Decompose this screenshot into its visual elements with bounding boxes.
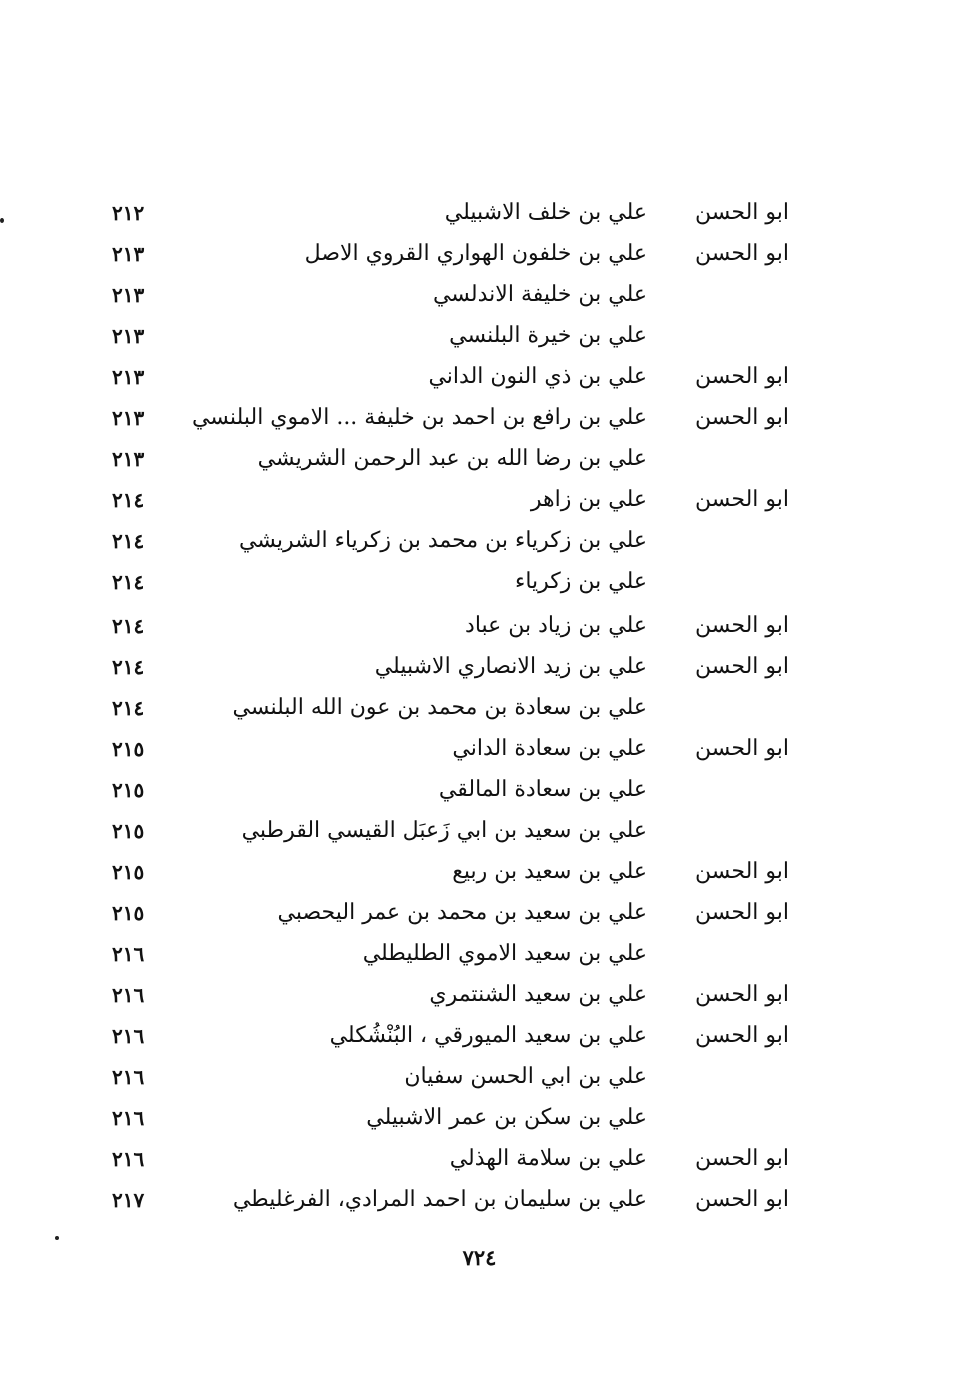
index-entry: [0, 1016, 959, 1056]
entry-name: علي بن خلفون الهواري القروي الاصل: [304, 241, 647, 266]
entry-page-number: ٢١٦: [112, 983, 145, 1007]
entry-page-number: ٢١٥: [112, 819, 145, 843]
entry-page-number: ٢١٥: [112, 778, 145, 802]
entry-page-number: ٢١٦: [112, 1065, 145, 1089]
entry-kunya: ابو الحسن: [695, 405, 789, 430]
entry-page-number: ٢١٦: [112, 1024, 145, 1048]
entry-page-number: ٢١٦: [112, 942, 145, 966]
entry-page-number: ٢١٤: [112, 529, 145, 553]
entry-page-number: ٢١٣: [112, 447, 145, 471]
entry-page-number: ٢١٤: [112, 570, 145, 594]
index-entry: [0, 606, 959, 646]
entry-kunya: ابو الحسن: [695, 982, 789, 1007]
entry-name: علي بن زياد بن عباد: [465, 613, 647, 638]
entry-page-number: ٢١٥: [112, 901, 145, 925]
entry-kunya: ابو الحسن: [695, 200, 789, 225]
entry-name: علي بن خيرة البلنسي: [449, 323, 647, 348]
entry-page-number: ٢١٥: [112, 737, 145, 761]
entry-name: علي بن رافع بن احمد بن خليفة ... الاموي البلنسي: [191, 405, 647, 430]
index-entry: [0, 521, 959, 561]
index-entry: [0, 811, 959, 851]
entry-name: علي بن ذي النون الداني: [428, 364, 647, 389]
entry-kunya: ابو الحسن: [695, 859, 789, 884]
entry-name: علي بن زاهر: [530, 487, 647, 512]
entry-page-number: ٢١٣: [112, 283, 145, 307]
index-entry: [0, 852, 959, 892]
entry-kunya: ابو الحسن: [695, 900, 789, 925]
entry-name: علي بن سعادة الداني: [452, 736, 647, 761]
index-entry: [0, 193, 959, 233]
index-entry: [0, 357, 959, 397]
index-entry: [0, 275, 959, 315]
entry-page-number: ٢١٦: [112, 1147, 145, 1171]
scan-mark: [0, 218, 4, 223]
index-entry: [0, 1098, 959, 1138]
index-entry: [0, 1057, 959, 1097]
index-entry: [0, 398, 959, 438]
entry-page-number: ٢١٤: [112, 488, 145, 512]
index-entry: [0, 688, 959, 728]
entry-page-number: ٢١٤: [112, 696, 145, 720]
entry-name: علي بن زكرياء بن محمد بن زكرياء الشريشي: [238, 528, 647, 553]
entry-name: علي بن ابي الحسن سفيان: [404, 1064, 647, 1089]
entry-name: علي بن خليفة الاندلسي: [432, 282, 647, 307]
entry-name: علي بن سعيد بن ابي زَعبَل القيسي القرطبي: [241, 818, 647, 843]
index-entry: [0, 934, 959, 974]
entry-kunya: ابو الحسن: [695, 1146, 789, 1171]
entry-page-number: ٢١٣: [112, 324, 145, 348]
entry-name: علي بن سلامة الهذلي: [449, 1146, 647, 1171]
entry-kunya: ابو الحسن: [695, 487, 789, 512]
entry-name: علي بن سليمان بن احمد المرادي، الفرغليطي: [232, 1187, 647, 1212]
page-number: ٧٢٤: [462, 1245, 497, 1270]
entry-kunya: ابو الحسن: [695, 364, 789, 389]
entry-name: علي بن زكرياء: [514, 569, 647, 594]
entry-page-number: ٢١٣: [112, 365, 145, 389]
index-entry: [0, 480, 959, 520]
entry-kunya: ابو الحسن: [695, 736, 789, 761]
entry-name: علي بن رضا الله بن عبد الرحمن الشريشي: [257, 446, 647, 471]
index-entry: [0, 893, 959, 933]
entry-name: علي بن سعادة بن محمد بن عون الله البلنسي: [232, 695, 647, 720]
entry-page-number: ٢١٣: [112, 406, 145, 430]
entry-page-number: ٢١٢: [112, 201, 145, 225]
entry-kunya: ابو الحسن: [695, 1187, 789, 1212]
entry-page-number: ٢١٥: [112, 860, 145, 884]
entry-name: علي بن سعيد بن محمد بن عمر اليحصبي: [277, 900, 647, 925]
index-entry: [0, 234, 959, 274]
entry-page-number: ٢١٤: [112, 655, 145, 679]
entry-kunya: ابو الحسن: [695, 613, 789, 638]
entry-page-number: ٢١٦: [112, 1106, 145, 1130]
index-entry: [0, 770, 959, 810]
scan-mark: [55, 1236, 59, 1240]
entry-page-number: ٢١٧: [112, 1188, 145, 1212]
index-entry: [0, 1180, 959, 1220]
entry-name: علي بن سعادة المالقي: [438, 777, 647, 802]
entry-page-number: ٢١٣: [112, 242, 145, 266]
index-entry: [0, 439, 959, 479]
index-entry: [0, 1139, 959, 1179]
index-entry: [0, 562, 959, 602]
entry-page-number: ٢١٤: [112, 614, 145, 638]
entry-name: علي بن سعيد الاموي الطليطلي: [362, 941, 647, 966]
entry-name: علي بن سعيد الميورقي ، البُنْشُكلي: [329, 1023, 647, 1048]
entry-name: علي بن سكن بن عمر الاشبيلي: [366, 1105, 647, 1130]
index-entry: [0, 975, 959, 1015]
index-entry: [0, 729, 959, 769]
entry-name: علي بن زيد الانصاري الاشبيلي: [374, 654, 647, 679]
entry-kunya: ابو الحسن: [695, 654, 789, 679]
entry-kunya: ابو الحسن: [695, 1023, 789, 1048]
entry-kunya: ابو الحسن: [695, 241, 789, 266]
entry-name: علي بن سعيد بن ربيع: [452, 859, 647, 884]
index-entry: [0, 316, 959, 356]
entry-name: علي بن خلف الاشبيلي: [444, 200, 647, 225]
entry-name: علي بن سعيد الشنتمري: [429, 982, 647, 1007]
index-entry: [0, 647, 959, 687]
